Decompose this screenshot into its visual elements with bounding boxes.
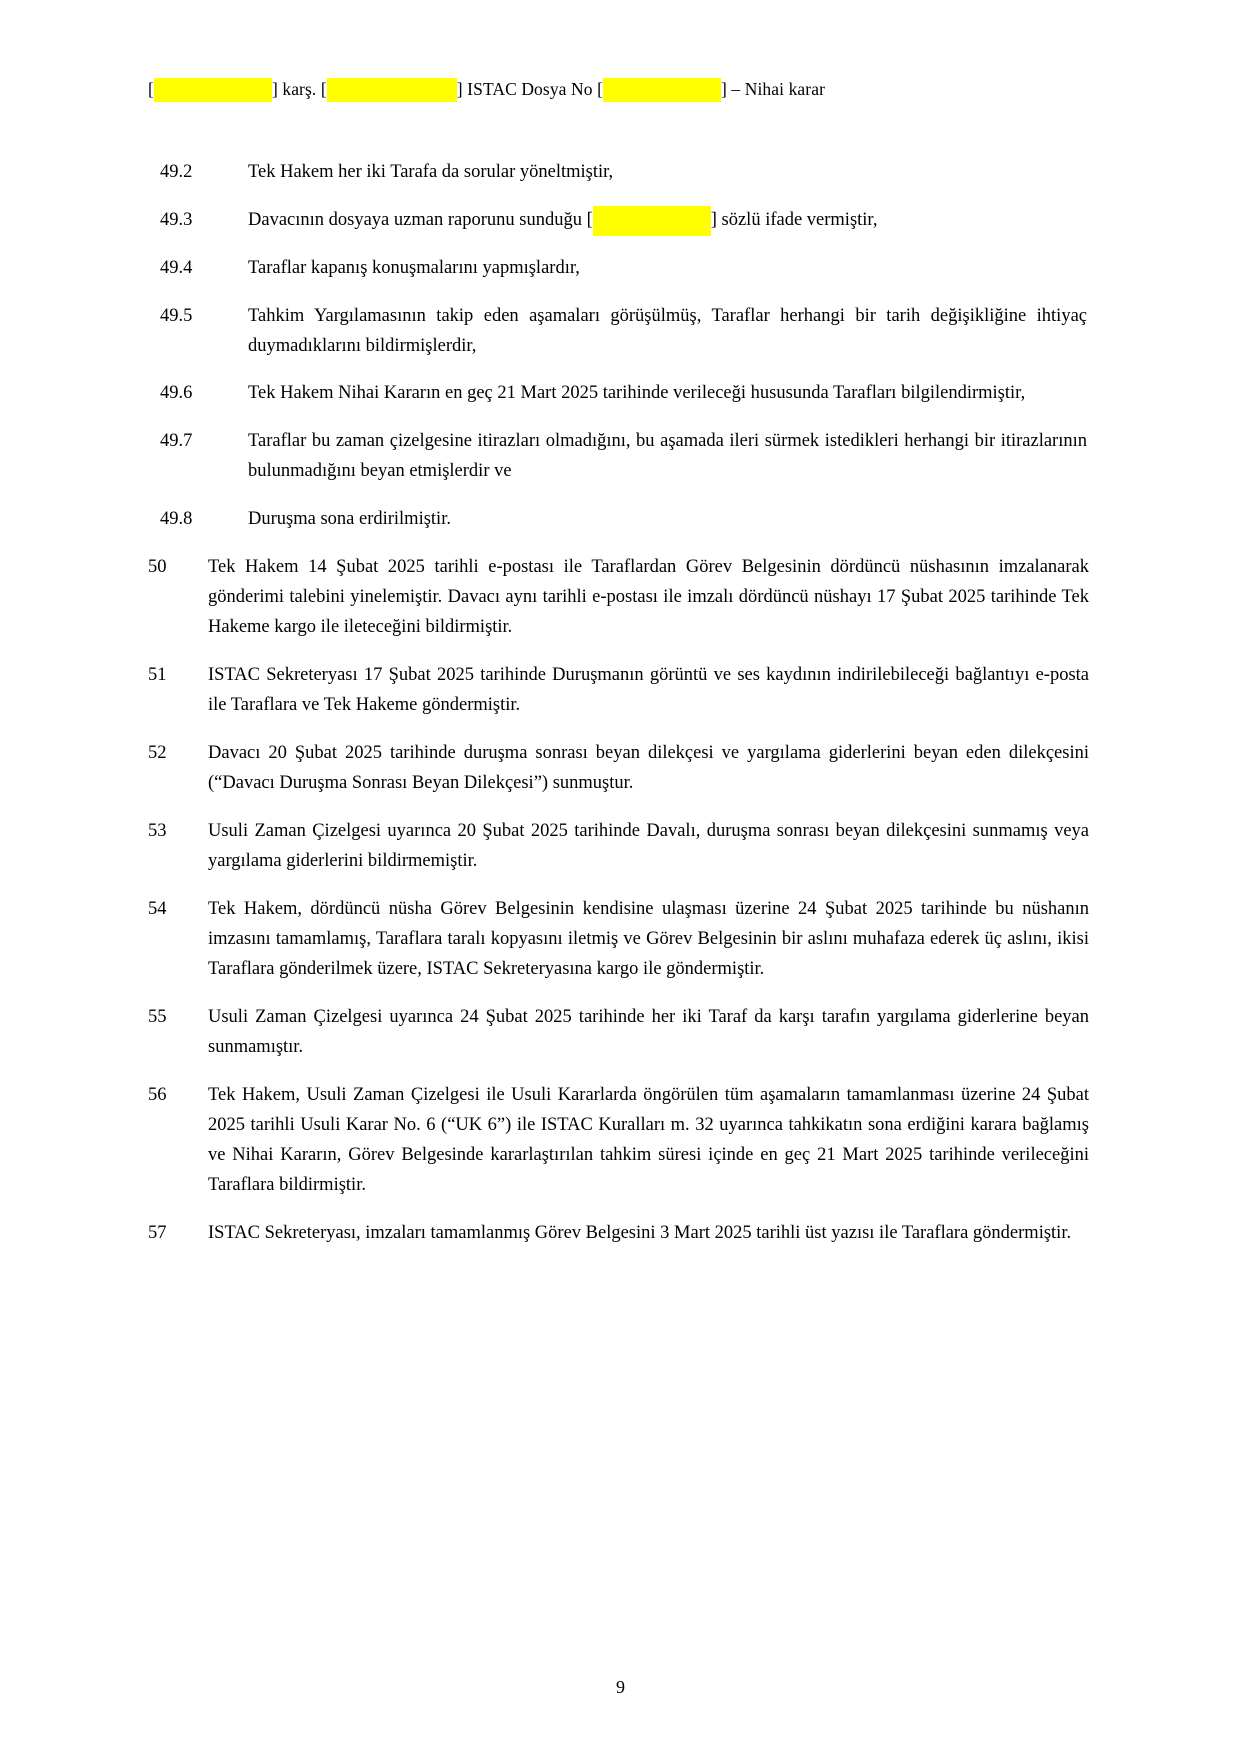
header-case-label: ] ISTAC Dosya No [ (456, 79, 603, 99)
item-number: 54 (148, 899, 167, 920)
item-text: Tek Hakem, dördüncü nüsha Görev Belgesinin kendisine ulaşması üzerine 24 Şubat 2025 tarihinde bu nüshanın imzasını tamamlamış, Taraflara taralı kopyasını iletmiş ve Görev Belgesinin bir aslını muhafaza ederek üç aslını, ikisi Taraflara gönderilmek üzere, ISTAC Sekreteryasına kargo ile göndermiştir. (208, 899, 1089, 979)
list-item (148, 206, 1093, 236)
item-text: ISTAC Sekreteryası 17 Şubat 2025 tarihinde Duruşmanın görüntü ve ses kaydının indirilebileceği bağlantıyı e-posta ile Taraflara ve Tek Hakeme göndermiştir. (208, 665, 1089, 716)
list-item (148, 739, 1093, 799)
item-text: Tahkim Yargılamasının takip eden aşamaları görüşülmüş, Taraflar herhangi bir tarih değişikliğine ihtiyaç duymadıklarını bildirmişlerdir, (248, 305, 1087, 356)
list-item (148, 505, 1093, 535)
list-item (148, 553, 1093, 643)
item-number: 49.8 (160, 509, 193, 530)
item-text: Tek Hakem Nihai Kararın en geç 21 Mart 2025 tarihinde verileceği hususunda Tarafları bilgilendirmiştir, (248, 383, 1026, 404)
item-number: 49.2 (160, 161, 193, 182)
item-text (248, 206, 1093, 236)
item-text: Duruşma sona erdirilmiştir. (248, 509, 451, 530)
list-item (148, 661, 1093, 721)
header-tail-label: ] – Nihai karar (721, 79, 826, 99)
document-header (148, 78, 1093, 102)
item-number: 51 (148, 665, 167, 686)
item-text: Tek Hakem, Usuli Zaman Çizelgesi ile Usuli Kararlarda öngörülen tüm aşamaların tamamlanması üzerine 24 Şubat 2025 tarihli Usuli Karar No. 6 (“UK 6”) ile ISTAC Kuralları m. 32 uyarınca tahkikatın sona erdiğini karara bağlamış ve Nihai Kararın, Görev Belgesinde kararlaştırılan tahkim süresi içinde en geç 21 Mart 2025 tarihinde verileceğini Taraflara bildirmiştir. (208, 1084, 1089, 1195)
item-text: Taraflar bu zaman çizelgesine itirazları olmadığını, bu aşamada ileri sürmek istedikleri herhangi bir itirazlarının bulunmadığını beyan etmişlerdir ve (248, 431, 1087, 482)
item-number: 49.7 (160, 431, 193, 452)
item-number: 56 (148, 1084, 167, 1105)
item-text: Tek Hakem her iki Tarafa da sorular yöneltmiştir, (248, 161, 614, 182)
list-item (148, 1219, 1093, 1249)
item-text: Usuli Zaman Çizelgesi uyarınca 24 Şubat 2025 tarihinde her iki Taraf da karşı tarafın yargılama giderlerine beyan sunmamıştır. (208, 1006, 1089, 1057)
item-number: 52 (148, 743, 167, 764)
list-item (148, 379, 1093, 409)
list-item (148, 1003, 1093, 1063)
redacted-date (593, 206, 711, 236)
item-number: 50 (148, 557, 167, 578)
item-text: Usuli Zaman Çizelgesi uyarınca 20 Şubat 2025 tarihinde Davalı, duruşma sonrası beyan dilekçesini sunmamış veya yargılama giderlerini bildirmemiştir. (208, 821, 1089, 872)
list-item (148, 254, 1093, 284)
item-number: 55 (148, 1006, 167, 1027)
item-number: 53 (148, 821, 167, 842)
item-text: Tek Hakem 14 Şubat 2025 tarihli e-postası ile Taraflardan Görev Belgesinin dördüncü nüshasının imzalanarak gönderimi talebini yinelemiştir. Davacı aynı tarihli e-postası ile imzalı dördüncü nüshayı 17 Şubat 2025 tarihinde Tek Hakeme kargo ile ileteceğini bildirmiştir. (208, 557, 1089, 638)
header-versus-label: ] karş. [ (271, 79, 327, 99)
item-number: 57 (148, 1222, 167, 1243)
list-item (148, 427, 1093, 487)
item-text: Taraflar kapanış konuşmalarını yapmışlardır, (248, 257, 580, 278)
item-number: 49.3 (160, 209, 193, 230)
item-number: 49.6 (160, 383, 193, 404)
list-item (148, 817, 1093, 877)
redacted-party-claimant (154, 78, 272, 102)
redacted-party-respondent (327, 78, 457, 102)
item-text-before-redaction: Davacının dosyaya uzman raporunu sunduğu [ (248, 209, 593, 230)
list-item (148, 302, 1093, 362)
item-number: 49.5 (160, 305, 193, 326)
item-text: Davacı 20 Şubat 2025 tarihinde duruşma sonrası beyan dilekçesi ve yargılama giderlerini beyan eden dilekçesini (“Davacı Duruşma Sonrası Beyan Dilekçesi”) sunmuştur. (208, 743, 1089, 794)
list-item (148, 895, 1093, 985)
page-number: 9 (616, 1677, 625, 1697)
header-open-bracket-1: [ (148, 79, 154, 99)
list-item (148, 158, 1093, 188)
item-text: ISTAC Sekreteryası, imzaları tamamlanmış Görev Belgesini 3 Mart 2025 tarihli üst yazısı ile Taraflara göndermiştir. (208, 1222, 1072, 1243)
redacted-case-number (603, 78, 721, 102)
list-item (148, 1081, 1093, 1201)
item-number: 49.4 (160, 257, 193, 278)
item-text-after-redaction: ] sözlü ifade vermiştir, (710, 209, 878, 230)
